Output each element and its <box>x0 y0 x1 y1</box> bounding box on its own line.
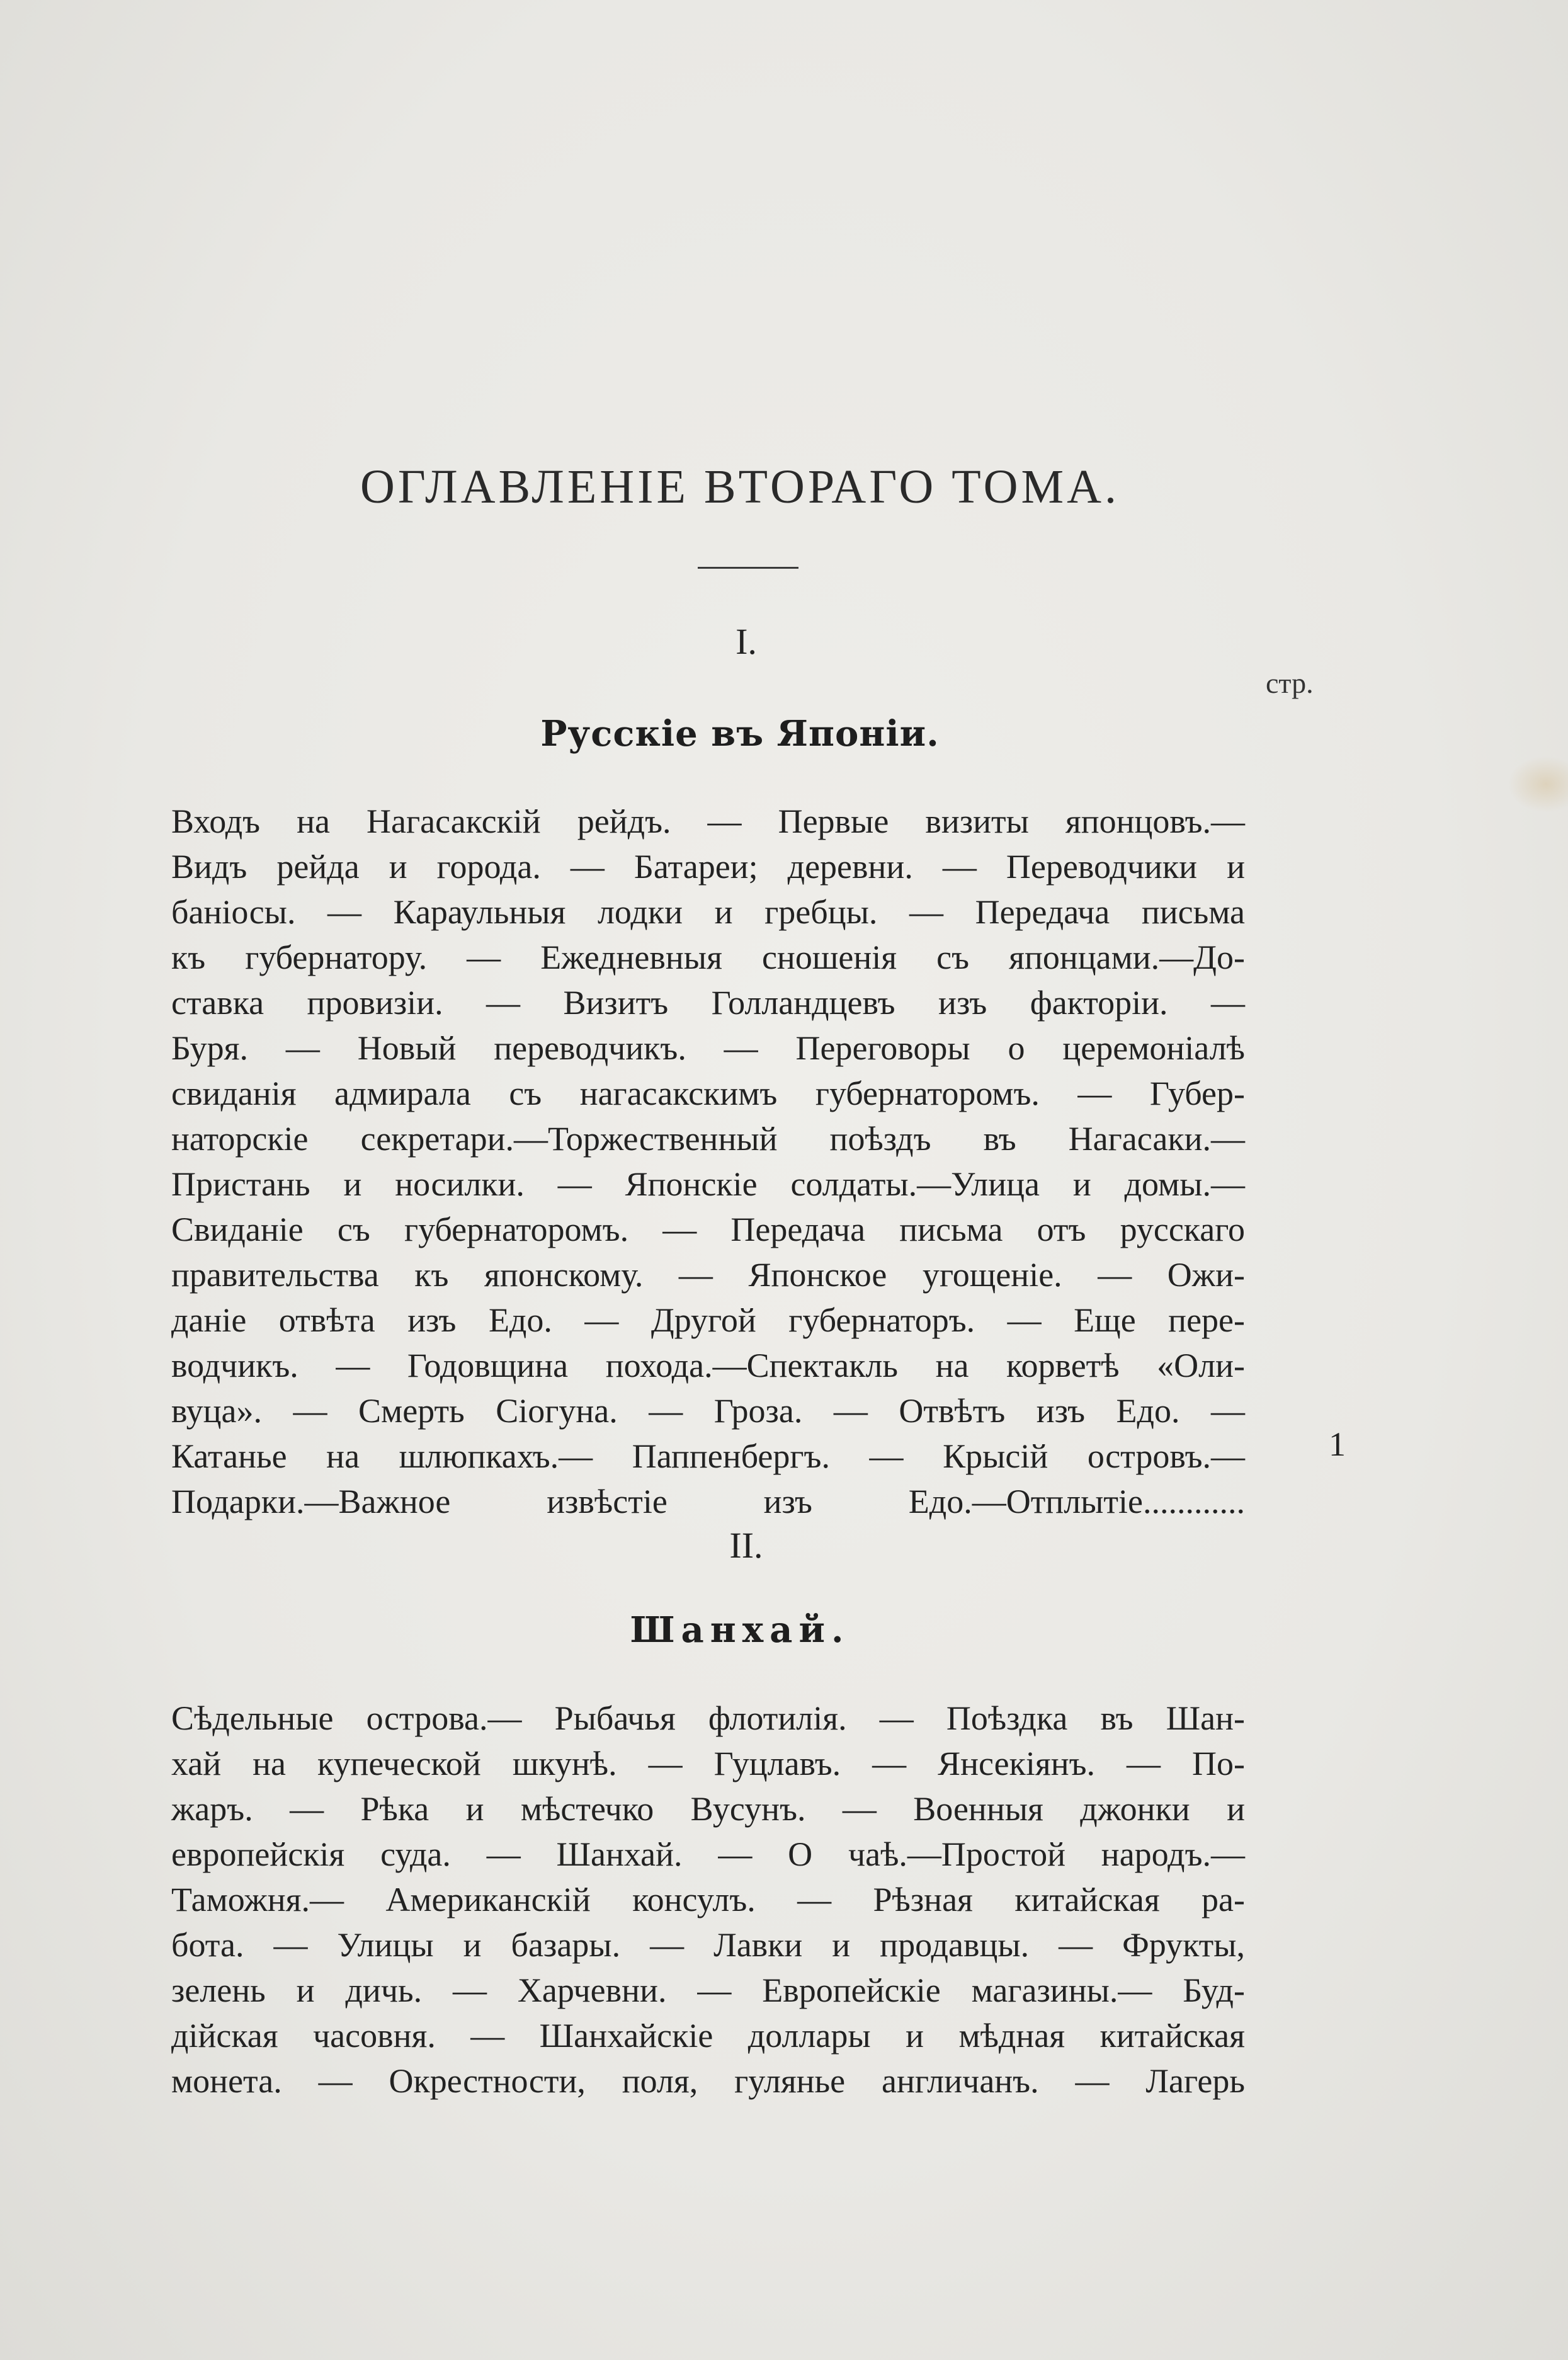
summary-line: Пристань и носилки. — Японскіе солдаты.—Улица и домы.— <box>171 1165 1245 1203</box>
summary-line: даніе отвѣта изъ Едо. — Другой губернаторъ. — Еще пере- <box>171 1301 1245 1339</box>
chapter-1-summary <box>171 799 1245 1524</box>
summary-line: наторскіе секретари.—Торжественный поѣздъ въ Нагасаки.— <box>171 1120 1245 1158</box>
chapter-2-numeral: II. <box>729 1525 763 1566</box>
summary-line: Таможня.— Американскій консулъ. — Рѣзная китайская ра- <box>171 1881 1245 1918</box>
summary-line: зелень и дичь. — Харчевни. — Европейскіе магазины.— Буд- <box>171 1971 1245 2009</box>
chapter-1-numeral: I. <box>736 621 757 662</box>
chapter-2-summary <box>171 1696 1245 2104</box>
summary-line: Свиданіе съ губернаторомъ. — Передача письма отъ русскаго <box>171 1211 1245 1248</box>
summary-line: Буря. — Новый переводчикъ. — Переговоры о церемоніалѣ <box>171 1029 1245 1067</box>
paper-stain <box>1508 756 1568 812</box>
summary-line: европейскія суда. — Шанхай. — О чаѣ.—Простой народъ.— <box>171 1835 1245 1873</box>
page-title: ОГЛАВЛЕНІЕ ВТОРАГО ТОМА. <box>360 460 1120 513</box>
chapter-1-page-number: 1 <box>1329 1425 1346 1463</box>
summary-line: вуца». — Смерть Сіогуна. — Гроза. — Отвѣтъ изъ Едо. — <box>171 1392 1245 1430</box>
summary-line: Входъ на Нагасакскій рейдъ. — Первые визиты японцовъ.— <box>171 802 1245 840</box>
summary-line: бота. — Улицы и базары. — Лавки и продавцы. — Фрукты, <box>171 1926 1245 1964</box>
summary-line: хай на купеческой шкунѣ. — Гуцлавъ. — Янсекіянъ. — По- <box>171 1745 1245 1782</box>
title-rule <box>698 567 798 569</box>
summary-line: свиданія адмирала съ нагасакскимъ губернаторомъ. — Губер- <box>171 1075 1245 1112</box>
summary-line: водчикъ. — Годовщина похода.—Спектакль на корветѣ «Оли- <box>171 1347 1245 1384</box>
summary-line: жаръ. — Рѣка и мѣстечко Вусунъ. — Военныя джонки и <box>171 1790 1245 1828</box>
summary-line: дійская часовня. — Шанхайскіе доллары и мѣдная китайская <box>171 2017 1245 2055</box>
page-column-label: стр. <box>1266 667 1314 699</box>
summary-line: ставка провизіи. — Визитъ Голландцевъ изъ факторіи. — <box>171 984 1245 1022</box>
chapter-1-title: Русскіе въ Японіи. <box>540 713 940 755</box>
summary-line: баніосы. — Караульныя лодки и гребцы. — Передача письма <box>171 893 1245 931</box>
summary-line: Подарки.—Важное извѣстіе изъ Едо.—Отплытіе............ <box>171 1483 1245 1520</box>
summary-line: монета. — Окрестности, поля, гулянье англичанъ. — Лагерь <box>171 2062 1245 2100</box>
summary-line: Сѣдельные острова.— Рыбачья флотилія. — Поѣздка въ Шан- <box>171 1699 1245 1737</box>
summary-line: Катанье на шлюпкахъ.— Паппенбергъ. — Крысій островъ.— <box>171 1437 1245 1475</box>
summary-line: правительства къ японскому. — Японское угощеніе. — Ожи- <box>171 1256 1245 1294</box>
chapter-2-title: Шанхай. <box>630 1609 850 1651</box>
summary-line: къ губернатору. — Ежедневныя сношенія съ японцами.—До- <box>171 938 1245 976</box>
summary-line: Видъ рейда и города. — Батареи; деревни. — Переводчики и <box>171 848 1245 886</box>
